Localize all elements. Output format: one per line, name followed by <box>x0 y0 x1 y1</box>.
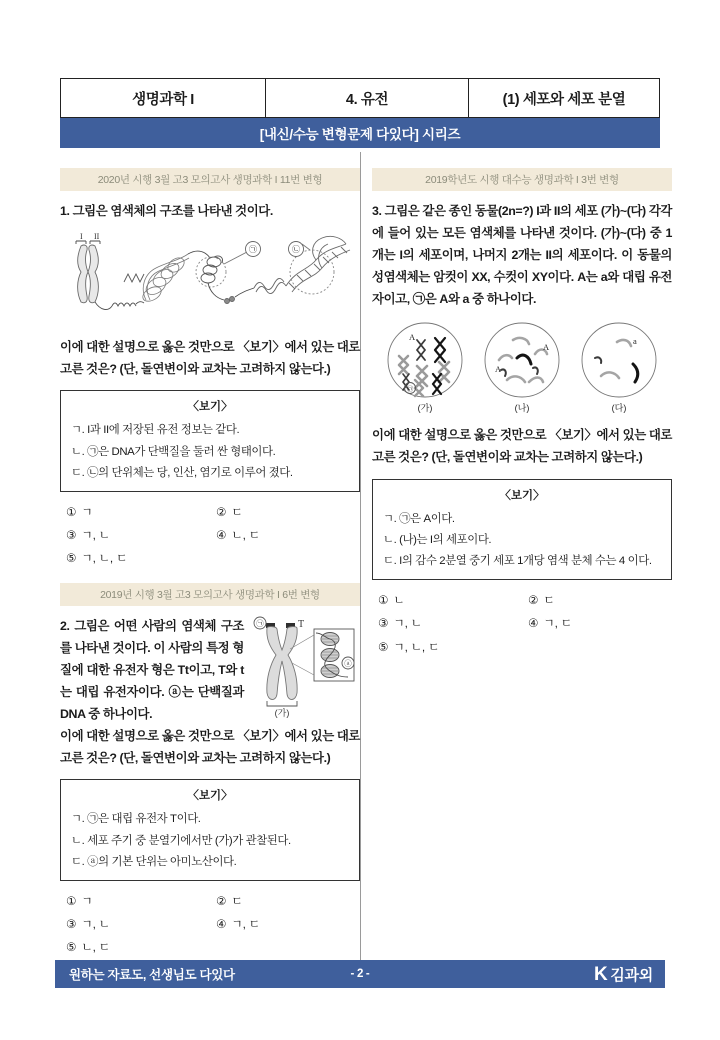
svg-text:㉡: ㉡ <box>292 245 300 255</box>
answer-choice[interactable] <box>60 890 210 913</box>
svg-text:㉠: ㉠ <box>256 618 264 628</box>
answer-choice[interactable] <box>372 636 522 659</box>
question-3 <box>372 168 672 659</box>
choice-number: ③ <box>66 527 77 542</box>
choice-text: ㄱ <box>81 504 93 519</box>
choice-text: ㄱ, ㄴ <box>81 527 110 542</box>
choice-number: ④ <box>216 527 227 542</box>
choice-text: ㄴ, ㄷ <box>231 527 260 542</box>
bogi-item: ㄷ. ㉡의 단위체는 당, 인산, 염기로 이루어 졌다. <box>71 467 293 480</box>
bogi-item: ㄱ. ㉠은 대립 유전자 T이다. <box>71 813 201 826</box>
question-stem-text: 그림은 염색체의 구조를 나타낸 것이다. <box>72 204 273 218</box>
svg-text:(다): (다) <box>611 403 627 414</box>
choice-text: ㄷ <box>231 504 243 519</box>
choice-number: ② <box>216 504 227 519</box>
choice-text: ㄴ <box>393 592 405 607</box>
footer-page-number: - 2 - <box>350 968 370 980</box>
choice-number: ④ <box>528 616 539 631</box>
choice-text: ㄱ, ㄷ <box>543 616 572 631</box>
header-unit: 4. 유전 <box>266 79 469 117</box>
choice-number: ⑤ <box>66 940 77 955</box>
choice-number: ① <box>66 504 77 519</box>
choice-number: ② <box>216 893 227 908</box>
svg-text:㉠: ㉠ <box>406 386 414 394</box>
choice-number: ① <box>66 893 77 908</box>
bogi-title: 〈보기〉 <box>499 489 545 502</box>
bogi-item: ㄱ. ㉠은 A이다. <box>383 512 455 525</box>
bogi-item: ㄴ. ㉠은 DNA가 단백질을 둘러 싼 형태이다. <box>71 445 276 458</box>
source-tag: 2020년 시행 3월 고3 모의고사 생명과학 I 11번 변형 <box>60 168 360 191</box>
page-footer <box>55 960 665 988</box>
svg-text:A: A <box>495 364 502 375</box>
bogi-item: ㄴ. 세포 주기 중 분열기에서만 (가)가 관찰된다. <box>71 834 291 847</box>
chromosome-structure-diagram <box>64 230 356 326</box>
svg-text:A: A <box>409 332 416 343</box>
answer-choice[interactable] <box>522 612 672 635</box>
svg-text:II: II <box>94 232 100 242</box>
question-stem-text: 그림은 어떤 사람의 염색체 구조를 나타낸 것이다. 이 사람의 특정 형질에 대한 유전자 형은 Tt이고, T와 t는 대립 유전자이다. ⓐ는 단백질과 DNA 중 하나이다. <box>60 618 244 721</box>
question-number: 1. <box>60 204 70 218</box>
bogi-title: 〈보기〉 <box>187 401 233 414</box>
svg-text:㉠: ㉠ <box>249 245 257 255</box>
question-number: 2. <box>60 618 70 633</box>
svg-text:(나): (나) <box>514 403 530 414</box>
bogi-title: 〈보기〉 <box>187 790 233 803</box>
left-column <box>60 168 360 960</box>
question-stem <box>60 200 360 222</box>
question-2 <box>60 583 360 960</box>
choice-text: ㄱ, ㄷ <box>231 916 260 931</box>
answer-choice[interactable] <box>210 524 360 547</box>
question-1 <box>60 168 360 571</box>
svg-text:I: I <box>80 232 83 242</box>
svg-text:A: A <box>543 342 550 353</box>
question-instruction: 이에 대한 설명으로 옳은 것만으로 〈보기〉에서 있는 대로 고른 것은? (단, 돌연변이와 교차는 고려하지 않는다.) <box>372 428 672 465</box>
header-topic: (1) 세포와 세포 분열 <box>502 91 626 108</box>
choice-text: ㄱ, ㄴ, ㄷ <box>81 551 128 566</box>
right-column <box>372 168 672 659</box>
answer-choice[interactable] <box>60 936 210 959</box>
bogi-item: ㄷ. ⓐ의 기본 단위는 아미노산이다. <box>71 856 237 869</box>
svg-text:(가): (가) <box>417 403 433 414</box>
answer-choice[interactable] <box>372 612 522 635</box>
choice-number: ③ <box>66 916 77 931</box>
svg-text:a: a <box>633 336 637 347</box>
bogi-box <box>60 779 360 880</box>
svg-text:T: T <box>298 618 305 630</box>
answer-choice[interactable] <box>60 524 210 547</box>
question-stem <box>372 200 672 310</box>
header-subject: 생명과학 I <box>61 79 266 117</box>
svg-text:(가): (가) <box>274 707 290 718</box>
answer-choices <box>60 501 360 571</box>
choice-text: ㄷ <box>543 592 555 607</box>
answer-choices <box>60 890 360 960</box>
series-banner: [내신/수능 변형문제 다있다] 시리즈 <box>60 118 660 148</box>
choice-number: ② <box>528 592 539 607</box>
answer-choice[interactable] <box>210 501 360 524</box>
question-instruction: 이에 대한 설명으로 옳은 것만으로 〈보기〉에서 있는 대로 고른 것은? (단, 돌연변이와 교차는 고려하지 않는다.) <box>60 340 360 377</box>
answer-choice[interactable] <box>522 589 672 612</box>
bogi-box <box>372 479 672 580</box>
three-cell-chromosome-diagram <box>377 318 667 414</box>
choice-text: ㄱ, ㄴ, ㄷ <box>393 639 440 654</box>
footer-slogan: 원하는 자료도, 선생님도 다있다 <box>69 968 235 982</box>
choice-number: ③ <box>378 616 389 631</box>
choice-number: ① <box>378 592 389 607</box>
bogi-box <box>60 390 360 491</box>
choice-text: ㄱ, ㄴ <box>81 916 110 931</box>
answer-choice[interactable] <box>372 589 522 612</box>
column-divider <box>360 152 361 960</box>
svg-text:ⓐ: ⓐ <box>344 658 352 668</box>
choice-number: ⑤ <box>378 639 389 654</box>
source-tag: 2019년 시행 3월 고3 모의고사 생명과학 I 6번 변형 <box>60 583 360 606</box>
choice-text: ㄱ <box>81 893 93 908</box>
answer-choice[interactable] <box>210 890 360 913</box>
question-stem-text: 그림은 같은 종인 동물(2n=?) I과 II의 세포 (가)~(다) 각각에 들어 있는 모든 염색체를 나타낸 것이다. (가)~(다) 중 1개는 I의 세포이며, 나머지 2개는 II의 세포이다. 이 동물의 성염색체는 암컷이 XX, 수컷이 XY이다. A는 a와 대립 유전자이고, ㉠은 A와 a 중 하나이다. <box>372 204 672 307</box>
bogi-item: ㄱ. I과 II에 저장된 유전 정보는 같다. <box>71 424 240 437</box>
answer-choice[interactable] <box>60 913 210 936</box>
bogi-item: ㄷ. I의 감수 2분열 중기 세포 1개당 염색 분체 수는 4 이다. <box>383 555 652 568</box>
source-tag: 2019학년도 시행 대수능 생명과학 I 3번 변형 <box>372 168 672 191</box>
choice-text: ㄴ, ㄷ <box>81 940 110 955</box>
brand-name: 김과외 <box>610 966 653 984</box>
question-instruction: 이에 대한 설명으로 옳은 것만으로 〈보기〉에서 있는 대로 고른 것은? (단, 돌연변이와 교차는 고려하지 않는다.) <box>60 729 360 766</box>
bogi-item: ㄴ. (나)는 I의 세포이다. <box>383 534 492 547</box>
answer-choice[interactable] <box>60 501 210 524</box>
answer-choices <box>372 589 672 659</box>
answer-choice[interactable] <box>210 913 360 936</box>
choice-number: ⑤ <box>66 551 77 566</box>
answer-choice[interactable] <box>60 547 210 570</box>
choice-text: ㄷ <box>231 893 243 908</box>
question-number: 3. <box>372 204 382 218</box>
k-logo-icon: K <box>594 963 608 985</box>
header-table <box>60 78 660 118</box>
choice-number: ④ <box>216 916 227 931</box>
choice-text: ㄱ, ㄴ <box>393 616 422 631</box>
single-chromosome-nucleosome-diagram <box>252 615 360 719</box>
